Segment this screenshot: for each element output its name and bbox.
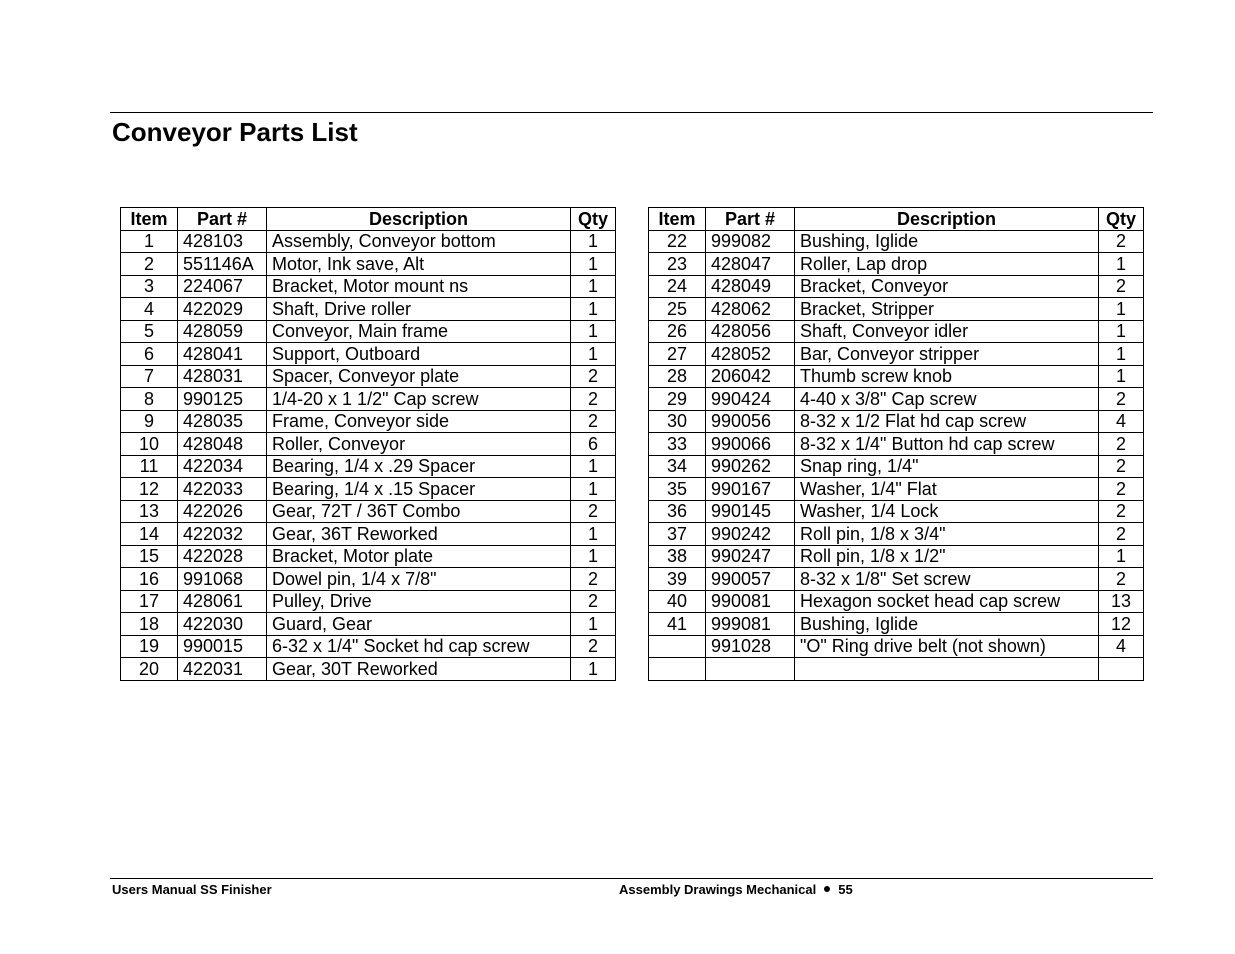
cell-item (649, 635, 706, 658)
cell-item: 36 (649, 500, 706, 523)
cell-item: 2 (121, 253, 178, 276)
cell-item: 33 (649, 433, 706, 456)
footer-page-number: 55 (838, 882, 853, 897)
cell-item: 19 (121, 635, 178, 658)
column-header-part: Part # (178, 208, 267, 231)
cell-qty: 2 (571, 568, 616, 591)
cell-description: Shaft, Drive roller (267, 298, 571, 321)
cell-part-number: 428031 (178, 365, 267, 388)
cell-description: 1/4-20 x 1 1/2" Cap screw (267, 388, 571, 411)
cell-part-number: 990081 (706, 590, 795, 613)
cell-item: 26 (649, 320, 706, 343)
cell-qty: 2 (1099, 478, 1144, 501)
table-row (649, 365, 1144, 388)
cell-description (795, 658, 1099, 681)
table-row (121, 388, 616, 411)
cell-description: Gear, 72T / 36T Combo (267, 500, 571, 523)
table-row (649, 253, 1144, 276)
cell-part-number: 422028 (178, 545, 267, 568)
cell-description: Bracket, Motor mount ns (267, 275, 571, 298)
cell-item: 1 (121, 230, 178, 253)
table-row (121, 275, 616, 298)
cell-qty: 2 (1099, 523, 1144, 546)
cell-description: Bar, Conveyor stripper (795, 343, 1099, 366)
table-row (121, 590, 616, 613)
cell-qty: 1 (571, 545, 616, 568)
table-row (649, 658, 1144, 681)
cell-part-number: 428061 (178, 590, 267, 613)
cell-qty: 2 (1099, 433, 1144, 456)
cell-part-number: 990066 (706, 433, 795, 456)
table-row (121, 500, 616, 523)
cell-part-number: 991068 (178, 568, 267, 591)
column-header-item: Item (121, 208, 178, 231)
cell-part-number: 422032 (178, 523, 267, 546)
cell-item: 10 (121, 433, 178, 456)
cell-qty: 1 (1099, 320, 1144, 343)
table-row (649, 433, 1144, 456)
cell-qty: 1 (571, 613, 616, 636)
cell-description: Snap ring, 1/4" (795, 455, 1099, 478)
table-row (649, 388, 1144, 411)
parts-table-right (648, 207, 1144, 681)
cell-item: 5 (121, 320, 178, 343)
cell-description: 8-32 x 1/2 Flat hd cap screw (795, 410, 1099, 433)
cell-item: 12 (121, 478, 178, 501)
cell-part-number: 422033 (178, 478, 267, 501)
table-row (649, 410, 1144, 433)
footer-rule (110, 878, 1153, 879)
table-row (121, 410, 616, 433)
cell-description: 8-32 x 1/8" Set screw (795, 568, 1099, 591)
cell-description: Washer, 1/4" Flat (795, 478, 1099, 501)
cell-qty: 1 (1099, 298, 1144, 321)
table-row (649, 343, 1144, 366)
column-header-qty: Qty (1099, 208, 1144, 231)
cell-item: 28 (649, 365, 706, 388)
cell-qty (1099, 658, 1144, 681)
cell-description: Hexagon socket head cap screw (795, 590, 1099, 613)
cell-part-number: 428035 (178, 410, 267, 433)
table-row (121, 523, 616, 546)
cell-qty: 4 (1099, 410, 1144, 433)
cell-description: Bracket, Conveyor (795, 275, 1099, 298)
cell-description: Bearing, 1/4 x .15 Spacer (267, 478, 571, 501)
cell-description: 6-32 x 1/4" Socket hd cap screw (267, 635, 571, 658)
cell-part-number: 428062 (706, 298, 795, 321)
cell-description: Bushing, Iglide (795, 613, 1099, 636)
table-row (649, 545, 1144, 568)
cell-item: 25 (649, 298, 706, 321)
table-row (121, 230, 616, 253)
table-row (649, 568, 1144, 591)
cell-description: Pulley, Drive (267, 590, 571, 613)
cell-item: 39 (649, 568, 706, 591)
cell-item (649, 658, 706, 681)
cell-qty: 2 (1099, 500, 1144, 523)
table-row (121, 613, 616, 636)
cell-qty: 1 (1099, 545, 1144, 568)
cell-description: Roller, Lap drop (795, 253, 1099, 276)
cell-qty: 1 (571, 230, 616, 253)
cell-description: Gear, 30T Reworked (267, 658, 571, 681)
cell-description: Bracket, Motor plate (267, 545, 571, 568)
cell-description: 8-32 x 1/4" Button hd cap screw (795, 433, 1099, 456)
cell-qty: 2 (1099, 275, 1144, 298)
cell-part-number: 999082 (706, 230, 795, 253)
cell-qty: 1 (1099, 343, 1144, 366)
cell-qty: 1 (571, 253, 616, 276)
cell-item: 22 (649, 230, 706, 253)
bullet-icon (824, 886, 830, 892)
cell-part-number: 428103 (178, 230, 267, 253)
cell-qty: 1 (571, 275, 616, 298)
column-header-qty: Qty (571, 208, 616, 231)
cell-qty: 1 (1099, 365, 1144, 388)
cell-qty: 2 (571, 500, 616, 523)
table-row (649, 275, 1144, 298)
cell-part-number: 428047 (706, 253, 795, 276)
cell-description: Thumb screw knob (795, 365, 1099, 388)
cell-qty: 2 (1099, 455, 1144, 478)
cell-item: 7 (121, 365, 178, 388)
cell-part-number: 551146A (178, 253, 267, 276)
table-row (121, 545, 616, 568)
cell-item: 4 (121, 298, 178, 321)
column-header-item: Item (649, 208, 706, 231)
table-row (649, 635, 1144, 658)
cell-qty: 2 (571, 388, 616, 411)
cell-part-number: 428049 (706, 275, 795, 298)
table-row (121, 320, 616, 343)
cell-item: 29 (649, 388, 706, 411)
cell-part-number: 422026 (178, 500, 267, 523)
cell-description: Motor, Ink save, Alt (267, 253, 571, 276)
cell-qty: 2 (571, 410, 616, 433)
cell-qty: 2 (571, 590, 616, 613)
cell-item: 23 (649, 253, 706, 276)
table-row (121, 343, 616, 366)
table-row (649, 500, 1144, 523)
cell-item: 41 (649, 613, 706, 636)
table-row (649, 523, 1144, 546)
cell-qty: 1 (1099, 253, 1144, 276)
cell-qty: 12 (1099, 613, 1144, 636)
cell-part-number: 990145 (706, 500, 795, 523)
cell-qty: 4 (1099, 635, 1144, 658)
cell-description: Spacer, Conveyor plate (267, 365, 571, 388)
cell-part-number: 999081 (706, 613, 795, 636)
cell-description: Roll pin, 1/8 x 3/4" (795, 523, 1099, 546)
cell-description: 4-40 x 3/8" Cap screw (795, 388, 1099, 411)
cell-part-number: 990424 (706, 388, 795, 411)
cell-qty: 2 (1099, 388, 1144, 411)
cell-item: 35 (649, 478, 706, 501)
cell-part-number: 990242 (706, 523, 795, 546)
cell-qty: 2 (571, 365, 616, 388)
footer-section (619, 882, 853, 898)
table-row (121, 635, 616, 658)
cell-qty: 2 (1099, 568, 1144, 591)
cell-part-number: 428048 (178, 433, 267, 456)
cell-item: 17 (121, 590, 178, 613)
cell-part-number: 990247 (706, 545, 795, 568)
cell-description: Conveyor, Main frame (267, 320, 571, 343)
column-header-description: Description (267, 208, 571, 231)
cell-item: 15 (121, 545, 178, 568)
cell-description: Washer, 1/4 Lock (795, 500, 1099, 523)
cell-item: 27 (649, 343, 706, 366)
cell-qty: 1 (571, 478, 616, 501)
table-row (121, 433, 616, 456)
table-row (121, 365, 616, 388)
cell-qty: 2 (571, 635, 616, 658)
parts-table-left (120, 207, 616, 681)
table-row (121, 478, 616, 501)
cell-item: 40 (649, 590, 706, 613)
cell-qty: 2 (1099, 230, 1144, 253)
header-rule (110, 112, 1153, 113)
cell-part-number (706, 658, 795, 681)
column-header-description: Description (795, 208, 1099, 231)
cell-item: 34 (649, 455, 706, 478)
cell-qty: 1 (571, 298, 616, 321)
cell-part-number: 422030 (178, 613, 267, 636)
cell-qty: 1 (571, 455, 616, 478)
cell-description: Bracket, Stripper (795, 298, 1099, 321)
table-header-row (649, 208, 1144, 231)
table-row (649, 455, 1144, 478)
cell-qty: 6 (571, 433, 616, 456)
table-row (121, 455, 616, 478)
table-row (649, 298, 1144, 321)
cell-part-number: 990262 (706, 455, 795, 478)
cell-part-number: 990057 (706, 568, 795, 591)
cell-part-number: 990015 (178, 635, 267, 658)
cell-part-number: 428056 (706, 320, 795, 343)
cell-description: Frame, Conveyor side (267, 410, 571, 433)
table-row (121, 568, 616, 591)
cell-item: 24 (649, 275, 706, 298)
cell-description: Dowel pin, 1/4 x 7/8" (267, 568, 571, 591)
cell-qty: 1 (571, 658, 616, 681)
cell-item: 8 (121, 388, 178, 411)
cell-qty: 1 (571, 523, 616, 546)
page-title: Conveyor Parts List (112, 117, 358, 147)
cell-item: 30 (649, 410, 706, 433)
parts-table-left-body (121, 230, 616, 680)
cell-qty: 1 (571, 343, 616, 366)
cell-part-number: 428059 (178, 320, 267, 343)
cell-description: Bearing, 1/4 x .29 Spacer (267, 455, 571, 478)
cell-description: Shaft, Conveyor idler (795, 320, 1099, 343)
cell-item: 13 (121, 500, 178, 523)
table-row (649, 613, 1144, 636)
cell-part-number: 990056 (706, 410, 795, 433)
cell-part-number: 422031 (178, 658, 267, 681)
cell-item: 9 (121, 410, 178, 433)
table-row (649, 590, 1144, 613)
cell-item: 16 (121, 568, 178, 591)
cell-description: "O" Ring drive belt (not shown) (795, 635, 1099, 658)
table-row (121, 253, 616, 276)
table-row (649, 230, 1144, 253)
cell-description: Support, Outboard (267, 343, 571, 366)
cell-item: 20 (121, 658, 178, 681)
table-row (121, 658, 616, 681)
cell-qty: 1 (571, 320, 616, 343)
cell-part-number: 990167 (706, 478, 795, 501)
cell-part-number: 991028 (706, 635, 795, 658)
table-row (649, 320, 1144, 343)
cell-part-number: 422034 (178, 455, 267, 478)
parts-table-right-body (649, 230, 1144, 680)
cell-description: Bushing, Iglide (795, 230, 1099, 253)
cell-item: 37 (649, 523, 706, 546)
cell-item: 3 (121, 275, 178, 298)
footer-manual-title: Users Manual SS Finisher (112, 882, 272, 897)
cell-description: Roll pin, 1/8 x 1/2" (795, 545, 1099, 568)
column-header-part: Part # (706, 208, 795, 231)
cell-part-number: 224067 (178, 275, 267, 298)
cell-part-number: 428052 (706, 343, 795, 366)
table-row (649, 478, 1144, 501)
cell-item: 11 (121, 455, 178, 478)
footer-section-title: Assembly Drawings Mechanical (619, 882, 817, 897)
table-row (121, 298, 616, 321)
cell-description: Roller, Conveyor (267, 433, 571, 456)
cell-part-number: 422029 (178, 298, 267, 321)
cell-qty: 13 (1099, 590, 1144, 613)
table-header-row (121, 208, 616, 231)
cell-part-number: 428041 (178, 343, 267, 366)
cell-description: Guard, Gear (267, 613, 571, 636)
cell-item: 6 (121, 343, 178, 366)
cell-item: 18 (121, 613, 178, 636)
cell-item: 38 (649, 545, 706, 568)
cell-item: 14 (121, 523, 178, 546)
cell-description: Gear, 36T Reworked (267, 523, 571, 546)
cell-description: Assembly, Conveyor bottom (267, 230, 571, 253)
cell-part-number: 206042 (706, 365, 795, 388)
cell-part-number: 990125 (178, 388, 267, 411)
